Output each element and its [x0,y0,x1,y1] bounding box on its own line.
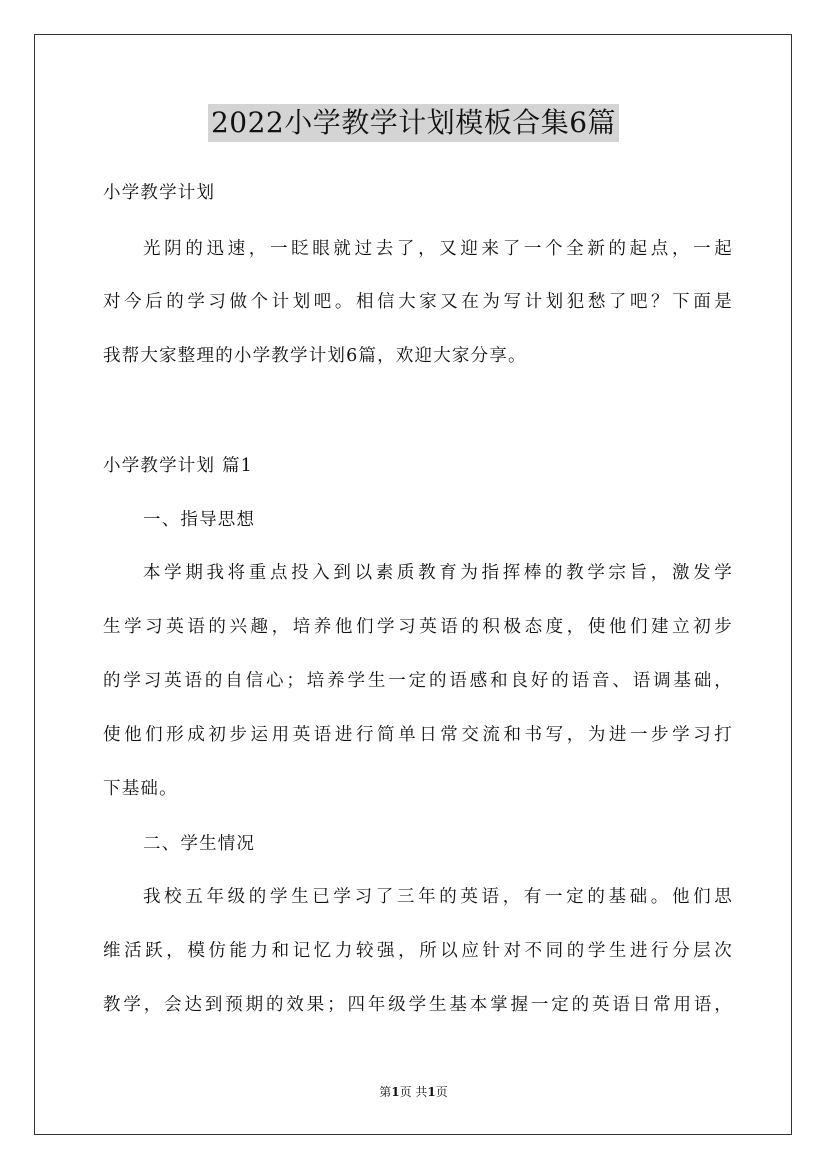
page-footer [0,1083,827,1101]
title-container [0,104,827,142]
footer-page-total: 1 [427,1085,436,1099]
intro-line-2: 对今后的学习做个计划吧。相信大家又在为写计划犯愁了吧？下面是 [103,292,733,312]
sub1-heading: 一、指导思想 [143,510,256,530]
document-title: 2022小学教学计划模板合集6篇 [208,104,619,142]
sub2-line-2: 维活跃，模仿能力和记忆力较强，所以应针对不同的学生进行分层次 [103,941,733,961]
sub2-line-3: 教学，会达到预期的效果；四年级学生基本掌握一定的英语日常用语， [103,995,733,1015]
intro-heading: 小学教学计划 [103,183,216,203]
footer-page-suffix: 页 [435,1085,448,1099]
sub1-line-4: 使他们形成初步运用英语进行简单日常交流和书写，为进一步学习打 [103,725,733,745]
intro-line-3: 我帮大家整理的小学教学计划6篇，欢迎大家分享。 [103,346,527,366]
sub1-line-2: 生学习英语的兴趣，培养他们学习英语的积极态度，使他们建立初步 [103,617,733,637]
footer-page-mid: 页 共 [399,1085,428,1099]
section1-heading: 小学教学计划 篇1 [103,456,253,476]
intro-line-1: 光阴的迅速，一眨眼就过去了，又迎来了一个全新的起点，一起 [143,239,733,259]
sub1-line-3: 的学习英语的自信心；培养学生一定的语感和良好的语音、语调基础， [103,671,733,691]
sub1-line-5: 下基础。 [103,779,178,799]
footer-page-current: 1 [391,1085,400,1099]
footer-page-prefix: 第 [379,1085,392,1099]
sub2-heading: 二、学生情况 [143,834,256,854]
sub1-line-1: 本学期我将重点投入到以素质教育为指挥棒的教学宗旨，激发学 [143,563,733,583]
sub2-line-1: 我校五年级的学生已学习了三年的英语，有一定的基础。他们思 [143,887,733,907]
